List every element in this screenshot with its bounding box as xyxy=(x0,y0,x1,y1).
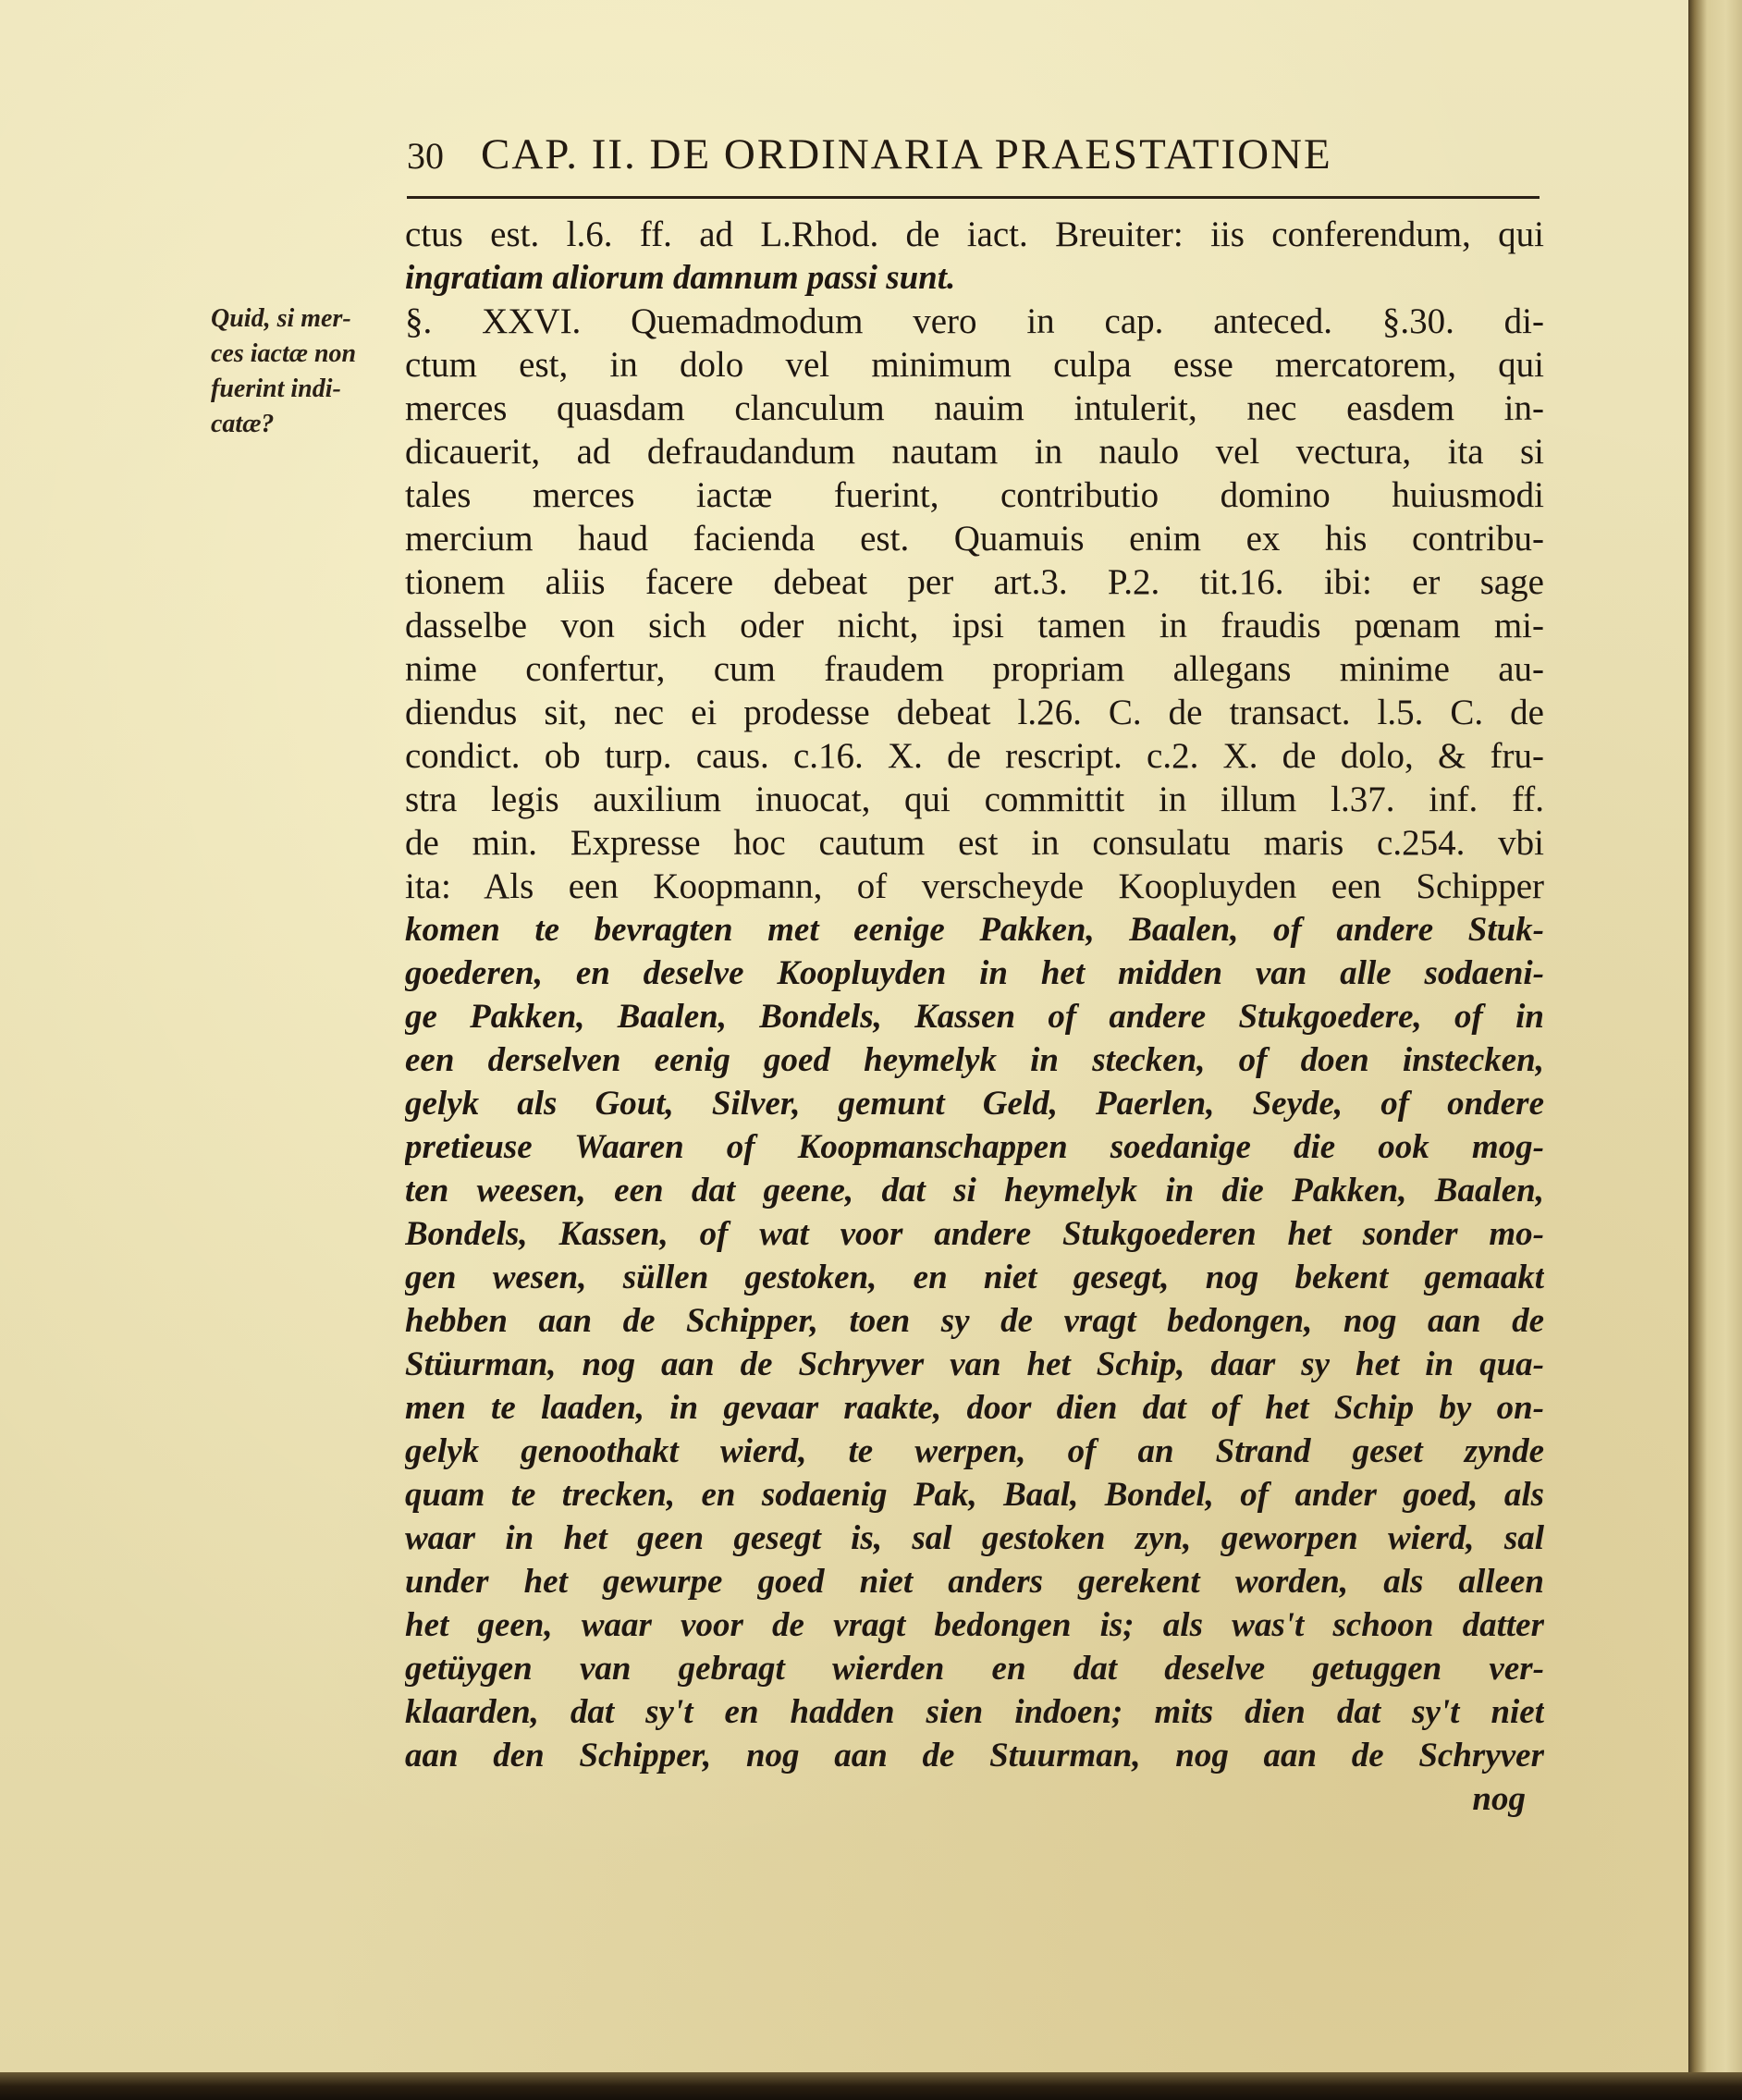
text-line: §. XXVI. Quemadmodum vero in cap. anteced. §.30. di- xyxy=(405,301,1544,341)
text-line: quam te trecken, en sodaenig Pak, Baal, Bondel, of ander goed, als xyxy=(405,1476,1544,1514)
text-line: waar in het geen gesegt is, sal gestoken zyn, geworpen wierd, sal xyxy=(405,1519,1544,1557)
text-line: diendus sit, nec ei prodesse debeat l.26. C. de transact. l.5. C. de xyxy=(405,693,1544,732)
text-line: Stüurman, nog aan de Schryver van het Schip, daar sy het in qua- xyxy=(405,1345,1544,1383)
text-line: men te laaden, in gevaar raakte, door dien dat of het Schip by on- xyxy=(405,1389,1544,1427)
page-number: 30 xyxy=(407,135,444,177)
text-line: ingratiam aliorum damnum passi sunt. xyxy=(405,259,956,297)
marginal-note-line: fuerint indi- xyxy=(211,375,341,403)
text-line: gelyk genoothakt wierd, te werpen, of an Strand geset zynde xyxy=(405,1432,1544,1470)
text-line: nime confertur, cum fraudem propriam allegans minime au- xyxy=(405,649,1544,689)
marginal-note-line: Quid, si mer- xyxy=(211,304,351,333)
page-header xyxy=(407,129,1535,194)
text-line: een derselven eenig goed heymelyk in stecken, of doen instecken, xyxy=(405,1041,1544,1079)
text-line: condict. ob turp. caus. c.16. X. de rescript. c.2. X. de dolo, & fru- xyxy=(405,736,1544,776)
text-line: hebben aan de Schipper, toen sy de vragt bedongen, nog aan de xyxy=(405,1302,1544,1340)
text-line: ctum est, in dolo vel minimum culpa esse mercatorem, qui xyxy=(405,345,1544,385)
text-line: merces quasdam clanculum nauim intulerit, nec easdem in- xyxy=(405,388,1544,428)
running-title: CAP. II. DE ORDINARIA PRAESTATIONE xyxy=(481,130,1332,178)
text-line: klaarden, dat sy't en hadden sien indoen; mits dien dat sy't niet xyxy=(405,1693,1544,1731)
bottom-edge xyxy=(0,2072,1742,2100)
text-line: gelyk als Gout, Silver, gemunt Geld, Paerlen, Seyde, of ondere xyxy=(405,1085,1544,1123)
text-line: dasselbe von sich oder nicht, ipsi tamen in fraudis pœnam mi- xyxy=(405,606,1544,645)
text-line: mercium haud facienda est. Quamuis enim ex his contribu- xyxy=(405,519,1544,559)
text-line: ten weesen, een dat geene, dat si heymelyk in die Pakken, Baalen, xyxy=(405,1172,1544,1210)
text-line: ge Pakken, Baalen, Bondels, Kassen of andere Stukgoedere, of in xyxy=(405,998,1544,1036)
text-line: under het gewurpe goed niet anders gerekent worden, als alleen xyxy=(405,1563,1544,1601)
text-line: de min. Expresse hoc cautum est in consulatu maris c.254. vbi xyxy=(405,823,1544,863)
text-line: het geen, waar voor de vragt bedongen is; als was't schoon datter xyxy=(405,1606,1544,1644)
text-line: ita: Als een Koopmann, of verscheyde Koopluyden een Schipper xyxy=(405,866,1544,906)
text-line: ctus est. l.6. ff. ad L.Rhod. de iact. Breuiter: iis conferendum, qui xyxy=(405,215,1544,254)
text-line: tionem aliis facere debeat per art.3. P.2. tit.16. ibi: er sage xyxy=(405,562,1544,602)
text-line: dicauerit, ad defraudandum nautam in naulo vel vectura, ita si xyxy=(405,432,1544,472)
text-line: gen wesen, süllen gestoken, en niet gesegt, nog bekent gemaakt xyxy=(405,1259,1544,1296)
text-line: komen te bevragten met eenige Pakken, Baalen, of andere Stuk- xyxy=(405,911,1544,949)
header-rule xyxy=(407,196,1540,199)
marginal-note-line: catæ? xyxy=(211,410,275,438)
facing-page-edge xyxy=(1688,0,1742,2100)
text-line: getüygen van gebragt wierden en dat deselve getuggen ver- xyxy=(405,1650,1544,1688)
marginal-note-line: ces iactæ non xyxy=(211,339,357,368)
text-line: pretieuse Waaren of Koopmanschappen soedanige die ook mog- xyxy=(405,1128,1544,1166)
text-line: stra legis auxilium inuocat, qui committit in illum l.37. inf. ff. xyxy=(405,780,1544,819)
body-text xyxy=(405,213,1544,1821)
text-line: aan den Schipper, nog aan de Stuurman, nog aan de Schryver xyxy=(405,1737,1544,1775)
text-line: tales merces iactæ fuerint, contributio domino huiusmodi xyxy=(405,475,1544,515)
marginal-note xyxy=(211,301,400,442)
catchword: nog xyxy=(1472,1780,1526,1818)
text-line: goederen, en deselve Koopluyden in het midden van alle sodaeni- xyxy=(405,954,1544,992)
text-line: Bondels, Kassen, of wat voor andere Stukgoederen het sonder mo- xyxy=(405,1215,1544,1253)
